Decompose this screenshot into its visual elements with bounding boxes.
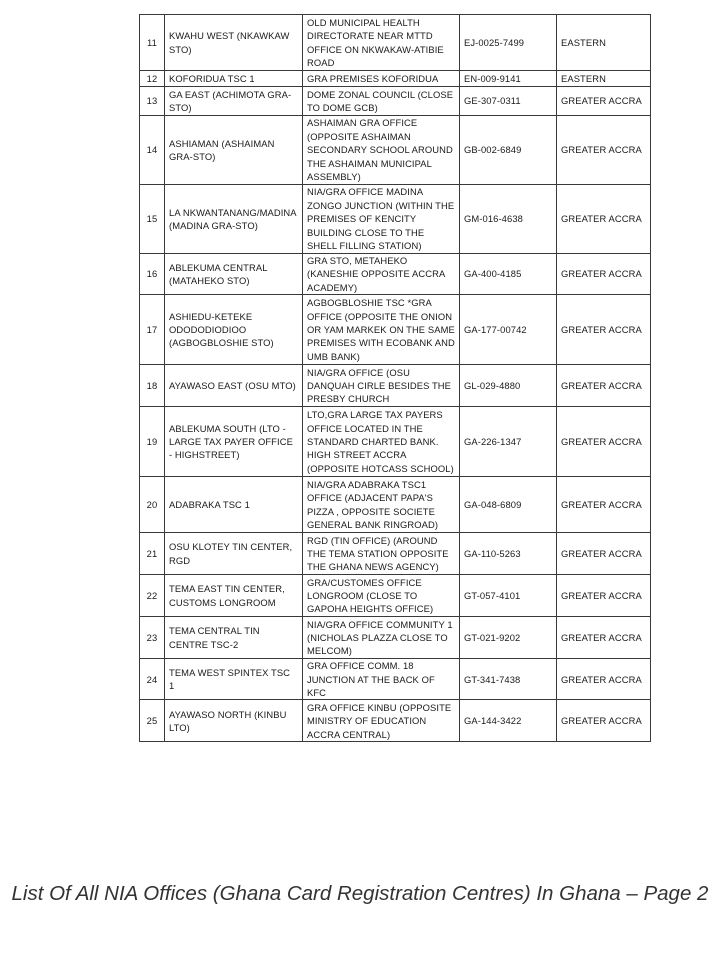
region: GREATER ACCRA — [557, 116, 651, 185]
table-row — [140, 15, 651, 71]
region: GREATER ACCRA — [557, 185, 651, 254]
office-address: NIA/GRA ADABRAKA TSC1 OFFICE (ADJACENT PAPA'S PIZZA , OPPOSITE SOCIETE GENERAL BANK RINGROAD) — [303, 477, 460, 533]
office-address: RGD (TIN OFFICE) (AROUND THE TEMA STATION OPPOSITE THE GHANA NEWS AGENCY) — [303, 533, 460, 575]
digital-address: GA-110-5263 — [460, 533, 557, 575]
table-row — [140, 700, 651, 742]
row-number: 16 — [140, 254, 165, 295]
table-row — [140, 87, 651, 116]
office-name: TEMA EAST TIN CENTER, CUSTOMS LONGROOM — [165, 575, 303, 617]
region: EASTERN — [557, 15, 651, 71]
office-name: ADABRAKA TSC 1 — [165, 477, 303, 533]
office-name: ABLEKUMA SOUTH (LTO - LARGE TAX PAYER OFFICE - HIGHSTREET) — [165, 407, 303, 477]
region: GREATER ACCRA — [557, 254, 651, 295]
table-row — [140, 254, 651, 295]
page-caption: List Of All NIA Offices (Ghana Card Registration Centres) In Ghana – Page 2 — [11, 882, 709, 905]
row-number: 17 — [140, 295, 165, 365]
digital-address: GA-226-1347 — [460, 407, 557, 477]
row-number: 20 — [140, 477, 165, 533]
row-number: 22 — [140, 575, 165, 617]
row-number: 21 — [140, 533, 165, 575]
office-name: ASHIAMAN (ASHAIMAN GRA-STO) — [165, 116, 303, 185]
table-row — [140, 71, 651, 87]
row-number: 23 — [140, 617, 165, 659]
digital-address: GE-307-0311 — [460, 87, 557, 116]
office-address: GRA STO, METAHEKO (KANESHIE OPPOSITE ACCRA ACADEMY) — [303, 254, 460, 295]
nia-offices-table — [139, 14, 651, 742]
region: GREATER ACCRA — [557, 700, 651, 742]
region: EASTERN — [557, 71, 651, 87]
digital-address: EJ-0025-7499 — [460, 15, 557, 71]
office-address: LTO,GRA LARGE TAX PAYERS OFFICE LOCATED IN THE STANDARD CHARTED BANK. HIGH STREET ACCRA (OPPOSITE HOTCASS SCHOOL) — [303, 407, 460, 477]
digital-address: GM-016-4638 — [460, 185, 557, 254]
region: GREATER ACCRA — [557, 659, 651, 700]
office-name: ASHIEDU-KETEKE ODODODIODIOO (AGBOGBLOSHIE STO) — [165, 295, 303, 365]
digital-address: GT-021-9202 — [460, 617, 557, 659]
office-name: KWAHU WEST (NKAWKAW STO) — [165, 15, 303, 71]
digital-address: GA-144-3422 — [460, 700, 557, 742]
office-name: OSU KLOTEY TIN CENTER, RGD — [165, 533, 303, 575]
office-address: NIA/GRA OFFICE MADINA ZONGO JUNCTION (WITHIN THE PREMISES OF KENCITY BUILDING CLOSE TO THE SHELL FILLING STATION) — [303, 185, 460, 254]
table-row — [140, 617, 651, 659]
office-name: TEMA WEST SPINTEX TSC 1 — [165, 659, 303, 700]
digital-address: GT-341-7438 — [460, 659, 557, 700]
office-address: ASHAIMAN GRA OFFICE (OPPOSITE ASHAIMAN SECONDARY SCHOOL AROUND THE ASHAIMAN MUNICIPAL ASSEMBLY) — [303, 116, 460, 185]
digital-address: GA-048-6809 — [460, 477, 557, 533]
digital-address: GT-057-4101 — [460, 575, 557, 617]
office-address: OLD MUNICIPAL HEALTH DIRECTORATE NEAR MTTD OFFICE ON NKWAKAW-ATIBIE ROAD — [303, 15, 460, 71]
digital-address: GA-400-4185 — [460, 254, 557, 295]
table-row — [140, 116, 651, 185]
row-number: 14 — [140, 116, 165, 185]
region: GREATER ACCRA — [557, 533, 651, 575]
table-row — [140, 533, 651, 575]
row-number: 19 — [140, 407, 165, 477]
table-row — [140, 575, 651, 617]
office-address: NIA/GRA OFFICE COMMUNITY 1 (NICHOLAS PLAZZA CLOSE TO MELCOM) — [303, 617, 460, 659]
row-number: 12 — [140, 71, 165, 87]
office-name: ABLEKUMA CENTRAL (MATAHEKO STO) — [165, 254, 303, 295]
digital-address: GL-029-4880 — [460, 365, 557, 407]
office-name: GA EAST (ACHIMOTA GRA-STO) — [165, 87, 303, 116]
digital-address: GA-177-00742 — [460, 295, 557, 365]
office-address: DOME ZONAL COUNCIL (CLOSE TO DOME GCB) — [303, 87, 460, 116]
office-name: KOFORIDUA TSC 1 — [165, 71, 303, 87]
region: GREATER ACCRA — [557, 477, 651, 533]
region: GREATER ACCRA — [557, 575, 651, 617]
table-row — [140, 295, 651, 365]
digital-address: EN-009-9141 — [460, 71, 557, 87]
table-row — [140, 407, 651, 477]
region: GREATER ACCRA — [557, 617, 651, 659]
row-number: 25 — [140, 700, 165, 742]
office-name: AYAWASO NORTH (KINBU LTO) — [165, 700, 303, 742]
table-row — [140, 185, 651, 254]
region: GREATER ACCRA — [557, 87, 651, 116]
row-number: 18 — [140, 365, 165, 407]
row-number: 11 — [140, 15, 165, 71]
digital-address: GB-002-6849 — [460, 116, 557, 185]
table-row — [140, 365, 651, 407]
office-address: GRA OFFICE KINBU (OPPOSITE MINISTRY OF EDUCATION ACCRA CENTRAL) — [303, 700, 460, 742]
office-address: NIA/GRA OFFICE (OSU DANQUAH CIRLE BESIDES THE PRESBY CHURCH — [303, 365, 460, 407]
region: GREATER ACCRA — [557, 295, 651, 365]
office-name: TEMA CENTRAL TIN CENTRE TSC-2 — [165, 617, 303, 659]
office-address: GRA PREMISES KOFORIDUA — [303, 71, 460, 87]
table-row — [140, 659, 651, 700]
office-address: GRA/CUSTOMES OFFICE LONGROOM (CLOSE TO GAPOHA HEIGHTS OFFICE) — [303, 575, 460, 617]
table-row — [140, 477, 651, 533]
row-number: 24 — [140, 659, 165, 700]
row-number: 15 — [140, 185, 165, 254]
office-address: AGBOGBLOSHIE TSC *GRA OFFICE (OPPOSITE THE ONION OR YAM MARKEK ON THE SAME PREMISES WITH ECOBANK AND UMB BANK) — [303, 295, 460, 365]
region: GREATER ACCRA — [557, 365, 651, 407]
row-number: 13 — [140, 87, 165, 116]
office-address: GRA OFFICE COMM. 18 JUNCTION AT THE BACK OF KFC — [303, 659, 460, 700]
region: GREATER ACCRA — [557, 407, 651, 477]
office-name: LA NKWANTANANG/MADINA (MADINA GRA-STO) — [165, 185, 303, 254]
office-name: AYAWASO EAST (OSU MTO) — [165, 365, 303, 407]
